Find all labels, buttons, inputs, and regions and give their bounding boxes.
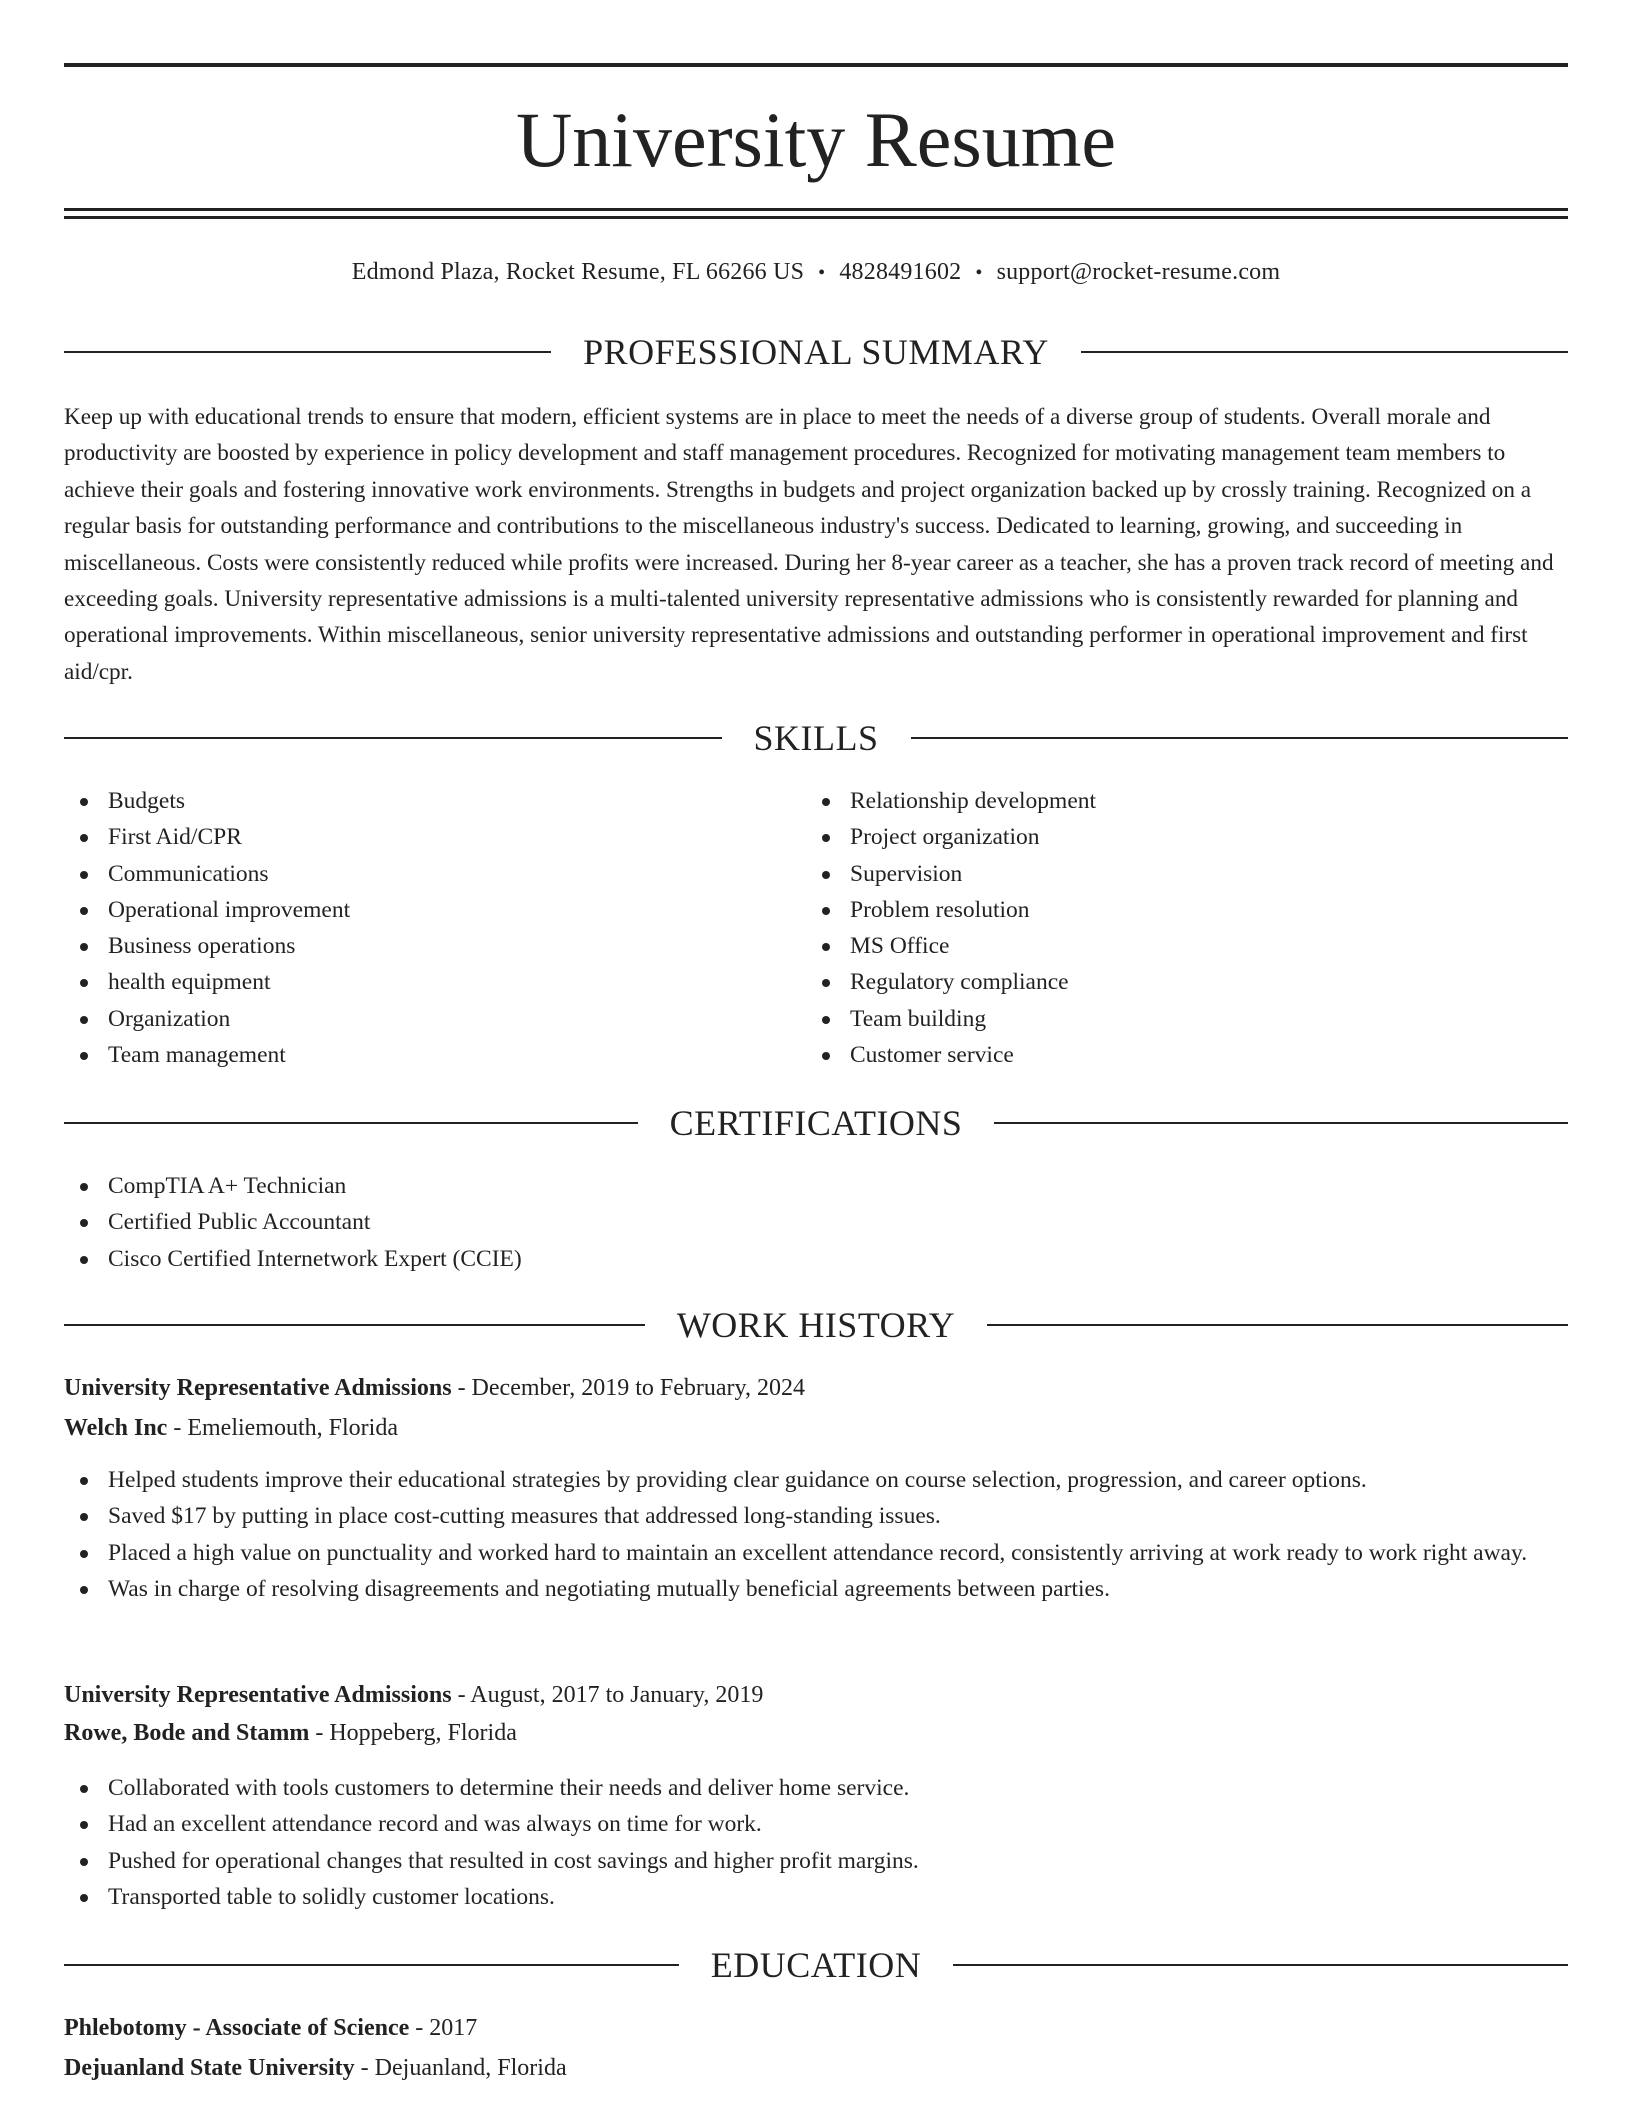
- contact-email: support@rocket-resume.com: [996, 259, 1281, 285]
- heading-rule: [64, 737, 722, 739]
- job-company: Rowe, Bode and Stamm: [64, 1720, 310, 1746]
- contact-phone: 4828491602: [839, 259, 962, 285]
- job-title: University Representative Admissions: [64, 1375, 452, 1401]
- education-degree: Phlebotomy - Associate of Science: [64, 2015, 410, 2041]
- certifications-list: [64, 1168, 1568, 1277]
- skill-item: Team building: [806, 1001, 1506, 1037]
- job-bullet: Was in charge of resolving disagreements and negotiating mutually beneficial agreements between parties.: [64, 1571, 1568, 1607]
- education-school: Dejuanland State University: [64, 2055, 355, 2081]
- job-bullet: Pushed for operational changes that resulted in cost savings and higher profit margins.: [64, 1843, 1568, 1879]
- job-bullets: [64, 1770, 1568, 1915]
- job-company-line: [64, 1715, 1568, 1751]
- heading-rule: [1081, 351, 1568, 353]
- header-top-rule: [64, 63, 1568, 67]
- education-heading: [64, 1943, 1568, 1987]
- heading-rule: [994, 1122, 1568, 1124]
- job-company: Welch Inc: [64, 1415, 168, 1441]
- heading-rule: [64, 351, 551, 353]
- skills-list-left: [64, 783, 764, 1073]
- header-double-rule-lower: [64, 216, 1568, 219]
- summary-heading: [64, 330, 1568, 374]
- certification-item: Cisco Certified Internetwork Expert (CCIE): [64, 1241, 1568, 1277]
- heading-rule: [911, 737, 1569, 739]
- skill-item: Operational improvement: [64, 892, 764, 928]
- job-bullet: Saved $17 by putting in place cost-cutting measures that addressed long-standing issues.: [64, 1498, 1568, 1534]
- heading-rule: [64, 1964, 679, 1966]
- skill-item: Organization: [64, 1001, 764, 1037]
- job-company-line: [64, 1410, 1568, 1446]
- work-history-heading: [64, 1303, 1568, 1347]
- skill-item: Regulatory compliance: [806, 964, 1506, 1000]
- skill-item: Business operations: [64, 928, 764, 964]
- skill-item: Supervision: [806, 856, 1506, 892]
- heading-rule: [953, 1964, 1568, 1966]
- skill-item: Communications: [64, 856, 764, 892]
- skill-item: First Aid/CPR: [64, 819, 764, 855]
- education-degree-line: [64, 2010, 1568, 2046]
- heading-rule: [64, 1122, 638, 1124]
- job-title-line: [64, 1677, 1568, 1713]
- job-bullet: Collaborated with tools customers to determine their needs and deliver home service.: [64, 1770, 1568, 1806]
- job-location: - Emeliemouth, Florida: [167, 1415, 398, 1441]
- skill-item: health equipment: [64, 964, 764, 1000]
- job-dates: - August, 2017 to January, 2019: [451, 1682, 764, 1708]
- job-bullet: Helped students improve their educational strategies by providing clear guidance on course selection, progression, and career options.: [64, 1462, 1568, 1498]
- contact-separator: •: [975, 262, 983, 284]
- skill-item: Project organization: [806, 819, 1506, 855]
- education-heading-title: EDUCATION: [710, 1945, 922, 1985]
- education-year: - 2017: [409, 2015, 478, 2041]
- heading-rule: [987, 1324, 1568, 1326]
- header-double-rule-upper: [64, 208, 1568, 211]
- contact-separator: •: [818, 262, 826, 284]
- skills-heading-title: SKILLS: [753, 718, 879, 758]
- contact-line: [64, 254, 1568, 291]
- job-dates: - December, 2019 to February, 2024: [451, 1375, 805, 1401]
- summary-text: Keep up with educational trends to ensure that modern, efficient systems are in place to meet the needs of a diverse group of students. Overall morale and productivity are boosted by experience in policy development and staff management procedures. Recognized for motivating management team members to achieve their goals and fostering innovative work environments. Strengths in budgets and project organization backed up by crossly training. Recognized on a regular basis for outstanding performance and contributions to the miscellaneous industry's success. Dedicated to learning, growing, and succeeding in miscellaneous. Costs were consistently reduced while profits were increased. During her 8-year career as a teacher, she has a proven track record of meeting and exceeding goals. University representative admissions is a multi-talented university representative admissions who is consistently rewarded for planning and operational improvements. Within miscellaneous, senior university representative admissions and outstanding performer in operational improvement and first aid/cpr.: [64, 404, 1554, 685]
- skills-list-right: [806, 783, 1506, 1073]
- certifications-heading-title: CERTIFICATIONS: [669, 1103, 963, 1143]
- heading-rule: [64, 1324, 645, 1326]
- certifications-heading: [64, 1101, 1568, 1145]
- certification-item: Certified Public Accountant: [64, 1204, 1568, 1240]
- skill-item: MS Office: [806, 928, 1506, 964]
- work-history-heading-title: WORK HISTORY: [676, 1305, 956, 1345]
- skill-item: Customer service: [806, 1037, 1506, 1073]
- skills-heading: [64, 716, 1568, 760]
- education-location: - Dejuanland, Florida: [354, 2055, 567, 2081]
- job-title-line: [64, 1370, 1568, 1406]
- skill-item: Relationship development: [806, 783, 1506, 819]
- job-bullet: Had an excellent attendance record and was always on time for work.: [64, 1806, 1568, 1842]
- job-bullet: Placed a high value on punctuality and worked hard to maintain an excellent attendance record, consistently arriving at work ready to work right away.: [64, 1535, 1568, 1571]
- job-bullet: Transported table to solidly customer locations.: [64, 1879, 1568, 1915]
- job-location: - Hoppeberg, Florida: [309, 1720, 517, 1746]
- resume-name: University Resume: [515, 96, 1117, 183]
- education-school-line: [64, 2050, 1568, 2086]
- certification-item: CompTIA A+ Technician: [64, 1168, 1568, 1204]
- skill-item: Problem resolution: [806, 892, 1506, 928]
- skill-item: Budgets: [64, 783, 764, 819]
- job-title: University Representative Admissions: [64, 1682, 452, 1708]
- summary-heading-title: PROFESSIONAL SUMMARY: [583, 332, 1049, 372]
- job-bullets: [64, 1462, 1568, 1607]
- skill-item: Team management: [64, 1037, 764, 1073]
- contact-address: Edmond Plaza, Rocket Resume, FL 66266 US: [351, 259, 805, 285]
